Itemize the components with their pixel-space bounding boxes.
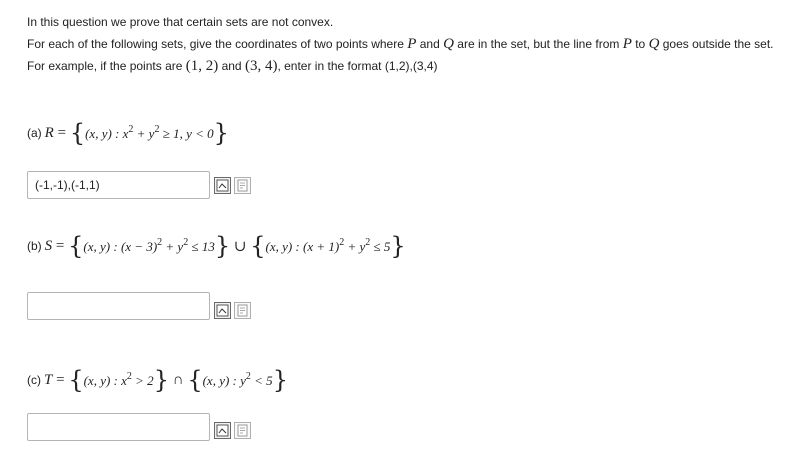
help-icon[interactable] [234,177,251,194]
question-b-label [27,231,406,261]
intro-text: goes outside the set. [659,37,774,51]
open-brace: { [68,366,84,394]
intersection-operator: ∩ [168,371,188,388]
intro-line-2 [27,36,773,52]
intro-text: and [218,59,245,73]
intro-text: and [416,37,444,51]
open-brace: { [69,119,86,147]
close-brace: } [214,232,231,260]
preview-icon[interactable] [214,422,231,439]
question-tag: (b) [27,239,42,253]
answer-input-a[interactable]: (-1,-1),(-1,1) [27,171,210,199]
help-icon[interactable] [234,422,251,439]
union-operator: ∪ [230,238,251,255]
set-name: S [44,237,53,254]
math-var: P [407,36,417,52]
close-brace: } [153,366,169,394]
question-tag: (a) [27,126,42,140]
preview-icon[interactable] [214,302,231,319]
set-condition: (x, y) : $y^2 < 5$ [202,371,273,388]
intro-text: , enter in the format (1,2),(3,4) [277,59,438,73]
close-brace: } [272,366,288,394]
math-var: P [622,36,632,52]
preview-icon[interactable] [214,177,231,194]
math-point: (3, 4) [244,58,278,74]
open-brace: { [250,232,266,260]
question-c-label [27,365,288,395]
math-point: (1, 2) [185,58,219,74]
close-brace: } [390,232,406,260]
open-brace: { [68,232,84,260]
close-brace: } [213,119,229,147]
set-condition: (x, y) : $x^2 + y^2 \ge 1$, y < 0 [85,124,214,141]
question-tag: (c) [27,373,41,387]
set-condition: (x, y) : $(x + 1)^2 + y^2 \le 5$ [265,237,391,254]
intro-line-3 [27,58,438,74]
intro-line-1: In this question we prove that certain sets are not convex. [27,15,334,29]
help-icon[interactable] [234,302,251,319]
answer-input-b[interactable] [27,292,210,320]
open-brace: { [187,366,203,394]
set-condition: (x, y) : $x^2 > 2$ [83,371,154,388]
question-a-label [27,118,229,148]
intro-text: For example, if the points are [27,59,186,73]
set-name: T [44,371,53,388]
set-condition: (x, y) : $(x - 3)^2 + y^2 \le 13$ [83,237,215,254]
intro-text: are in the set, but the line from [453,37,623,51]
equals-sign: = [52,371,69,388]
answer-input-c[interactable] [27,413,210,441]
intro-text: to [631,37,649,51]
math-var: Q [443,36,454,52]
equals-sign: = [53,124,70,141]
equals-sign: = [52,237,69,254]
set-name: R [44,124,54,141]
math-var: Q [648,36,660,52]
intro-text: For each of the following sets, give the coordinates of two points where [27,37,408,51]
